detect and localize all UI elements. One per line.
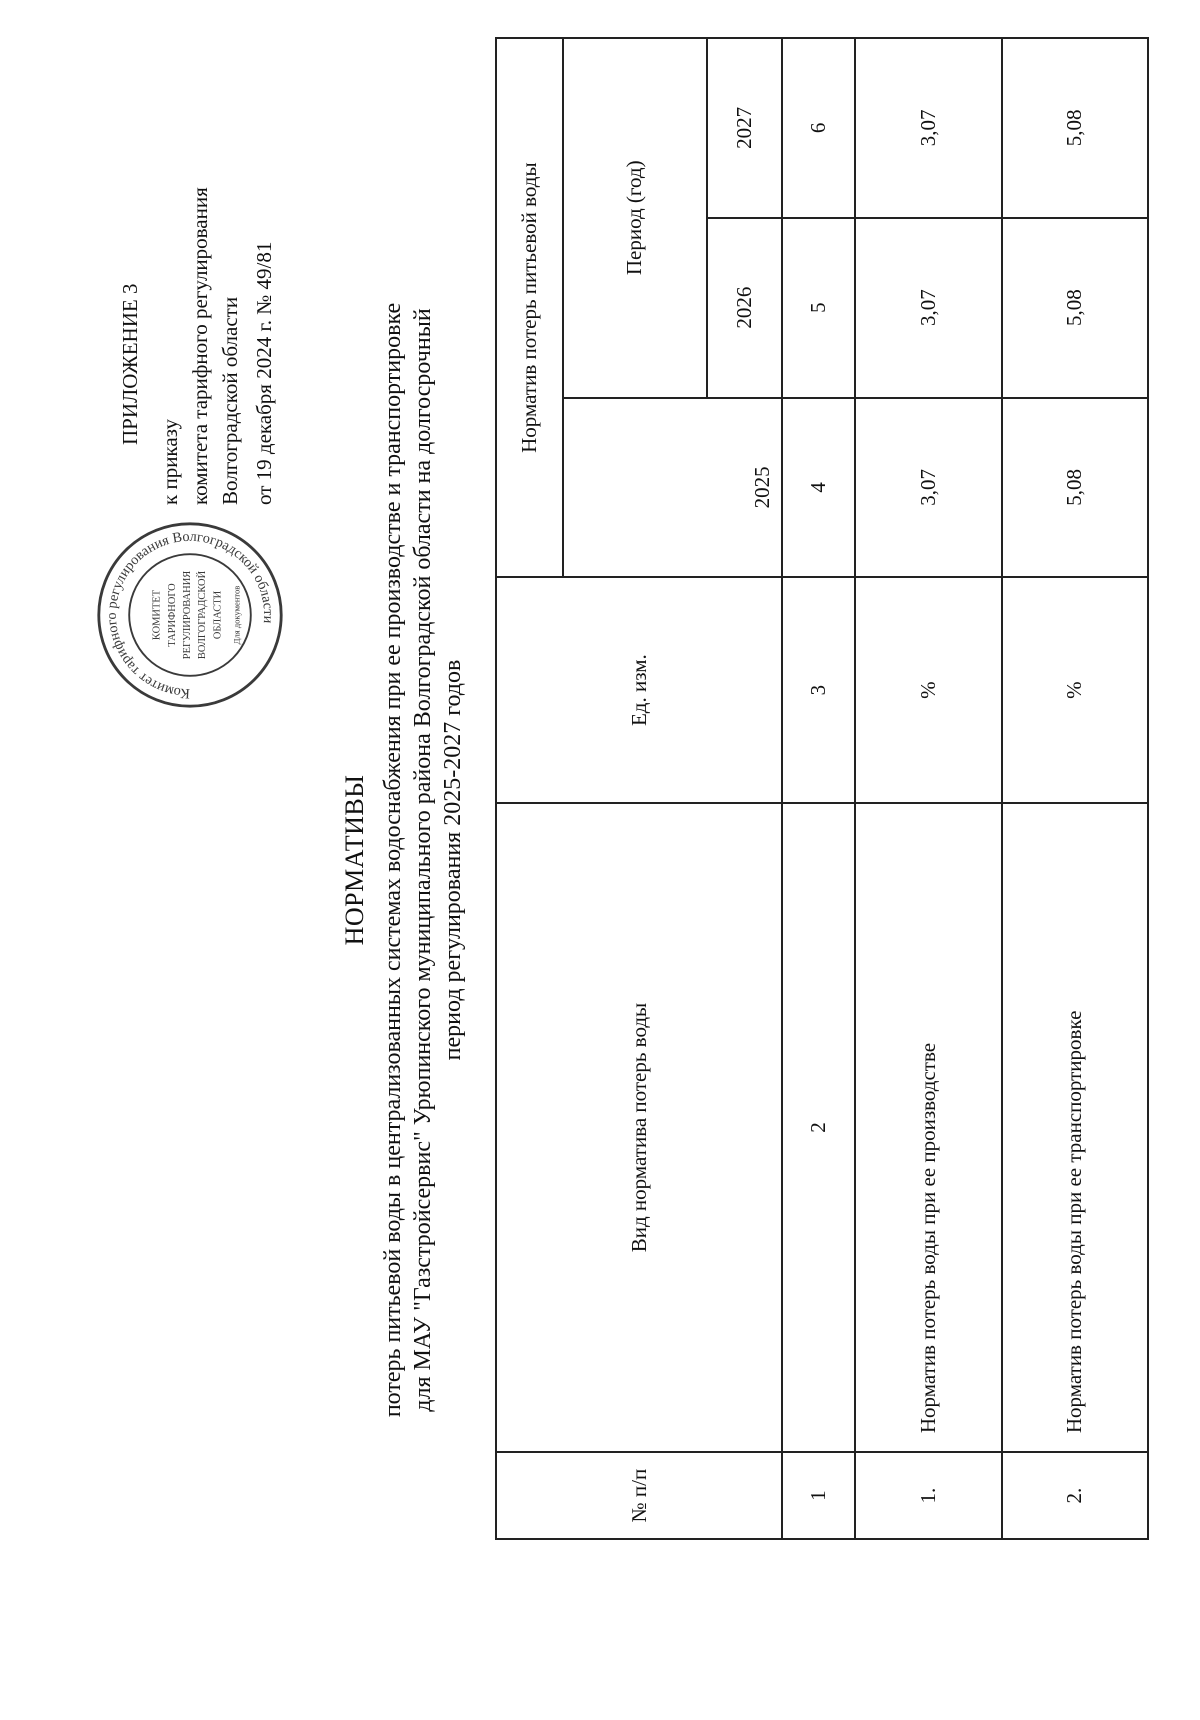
appendix-title: ПРИЛОЖЕНИЕ 3 [118, 283, 142, 445]
column-index-row [782, 38, 855, 1539]
header-unit: Ед. изм. [496, 577, 782, 803]
row-value: 5,08 [1002, 218, 1148, 398]
row-num: 1. [855, 1452, 1001, 1539]
index-cell: 2 [782, 803, 855, 1452]
seal-bottom-text: Для документов [231, 585, 242, 645]
row-unit: % [855, 577, 1001, 803]
seal-center-line: КОМИТЕТ [151, 589, 163, 641]
row-type: Норматив потерь воды при ее производстве [855, 803, 1001, 1452]
row-value: 3,07 [855, 38, 1001, 218]
index-cell: 3 [782, 577, 855, 803]
header-group: Норматив потерь питьевой воды [496, 38, 563, 577]
seal-center-line: ТАРИФНОГО [166, 583, 178, 647]
subtitle-line: потерь питьевой воды в централизованных системах водоснабжения при ее производстве и транспортировке [380, 302, 406, 1418]
seal-center-line: ОБЛАСТИ [212, 590, 224, 640]
header-year-2027: 2027 [707, 38, 782, 218]
header-type: Вид норматива потерь воды [496, 803, 782, 1452]
subtitle-line: период регулирования 2025-2027 годов [440, 659, 466, 1061]
header-period: Период (год) [563, 38, 707, 398]
document-subtitle [378, 260, 468, 1460]
table-row [855, 38, 1001, 1539]
row-value: 5,08 [1002, 398, 1148, 578]
appendix-line: комитета тарифного регулирования [188, 187, 212, 505]
row-unit: % [1002, 577, 1148, 803]
index-cell: 4 [782, 398, 855, 578]
row-value: 3,07 [855, 218, 1001, 398]
official-seal [95, 520, 285, 710]
row-value: 3,07 [855, 398, 1001, 578]
seal-center-line: ВОЛГОГРАДСКОЙ [197, 570, 209, 660]
row-type: Норматив потерь воды при ее транспортировке [1002, 803, 1148, 1452]
appendix-line: Волгоградской области [218, 296, 242, 505]
index-cell: 5 [782, 218, 855, 398]
row-value: 5,08 [1002, 38, 1148, 218]
index-cell: 1 [782, 1452, 855, 1539]
header-year-2026: 2026 [707, 218, 782, 398]
appendix-date-number: от 19 декабря 2024 г. № 49/81 [252, 241, 276, 505]
seal-ring-text: Комитет тарифного регулирования Волгоградской области [103, 528, 277, 702]
normatives-table [495, 37, 1149, 1540]
document-title: НОРМАТИВЫ [340, 774, 369, 946]
table-row [1002, 38, 1148, 1539]
seal-center-line: РЕГУЛИРОВАНИЯ [182, 570, 193, 660]
subtitle-line: для МАУ "Газстройсервис" Урюпинского муниципального района Волгоградской области на долгосрочный [410, 308, 436, 1412]
index-cell: 6 [782, 38, 855, 218]
header-year-2025: 2025 [563, 398, 783, 578]
row-num: 2. [1002, 1452, 1148, 1539]
header-num: № п/п [496, 1452, 782, 1539]
appendix-line: к приказу [158, 419, 182, 505]
